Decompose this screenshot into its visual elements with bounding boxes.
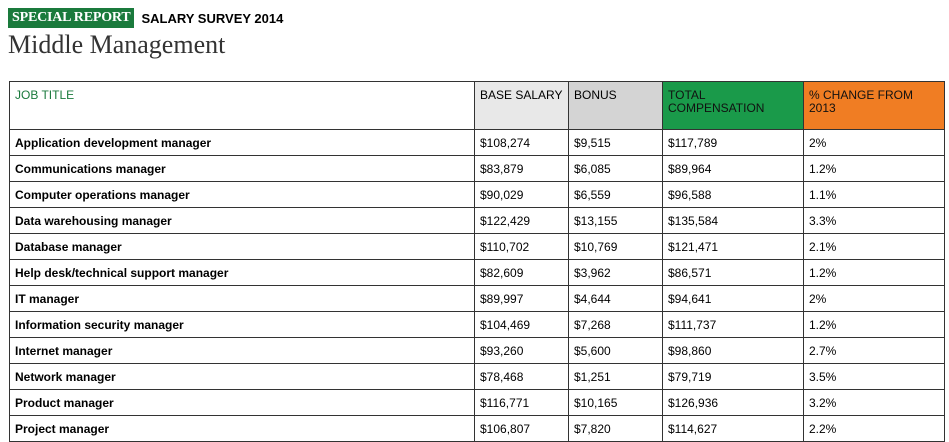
base-salary-cell: $82,609 xyxy=(475,260,569,286)
table-row xyxy=(10,338,945,364)
percent-change-cell: 2.7% xyxy=(804,338,945,364)
column-header-base-salary: BASE SALARY xyxy=(475,82,569,130)
table-header-row xyxy=(10,82,945,130)
percent-change-cell: 1.2% xyxy=(804,156,945,182)
total-compensation-cell: $94,641 xyxy=(663,286,804,312)
survey-label: SALARY SURVEY 2014 xyxy=(141,10,284,26)
total-compensation-cell: $89,964 xyxy=(663,156,804,182)
job-title-cell: Network manager xyxy=(10,364,475,390)
bonus-cell: $1,251 xyxy=(569,364,663,390)
salary-table xyxy=(9,81,945,442)
column-header-percent-change: % CHANGE FROM 2013 xyxy=(804,82,945,130)
job-title-cell: Help desk/technical support manager xyxy=(10,260,475,286)
table-row xyxy=(10,312,945,338)
percent-change-cell: 1.2% xyxy=(804,260,945,286)
total-compensation-cell: $79,719 xyxy=(663,364,804,390)
bonus-cell: $7,820 xyxy=(569,416,663,442)
percent-change-cell: 3.5% xyxy=(804,364,945,390)
bonus-cell: $7,268 xyxy=(569,312,663,338)
column-header-bonus: BONUS xyxy=(569,82,663,130)
bonus-cell: $13,155 xyxy=(569,208,663,234)
special-report-badge: SPECIAL REPORT xyxy=(8,8,134,28)
bonus-cell: $6,559 xyxy=(569,182,663,208)
job-title-cell: Information security manager xyxy=(10,312,475,338)
percent-change-cell: 3.3% xyxy=(804,208,945,234)
base-salary-cell: $83,879 xyxy=(475,156,569,182)
job-title-cell: IT manager xyxy=(10,286,475,312)
bonus-cell: $5,600 xyxy=(569,338,663,364)
total-compensation-cell: $111,737 xyxy=(663,312,804,338)
percent-change-cell: 2% xyxy=(804,130,945,156)
percent-change-cell: 3.2% xyxy=(804,390,945,416)
job-title-cell: Database manager xyxy=(10,234,475,260)
total-compensation-cell: $121,471 xyxy=(663,234,804,260)
page-title: Middle Management xyxy=(8,30,226,59)
base-salary-cell: $104,469 xyxy=(475,312,569,338)
table-body xyxy=(10,130,945,442)
total-compensation-cell: $114,627 xyxy=(663,416,804,442)
total-compensation-cell: $98,860 xyxy=(663,338,804,364)
table-row xyxy=(10,390,945,416)
table-row xyxy=(10,156,945,182)
percent-change-cell: 2% xyxy=(804,286,945,312)
bonus-cell: $6,085 xyxy=(569,156,663,182)
base-salary-cell: $116,771 xyxy=(475,390,569,416)
percent-change-cell: 2.2% xyxy=(804,416,945,442)
job-title-cell: Project manager xyxy=(10,416,475,442)
base-salary-cell: $89,997 xyxy=(475,286,569,312)
base-salary-cell: $108,274 xyxy=(475,130,569,156)
table-row xyxy=(10,208,945,234)
total-compensation-cell: $135,584 xyxy=(663,208,804,234)
table-row xyxy=(10,130,945,156)
job-title-cell: Internet manager xyxy=(10,338,475,364)
table-row xyxy=(10,416,945,442)
total-compensation-cell: $126,936 xyxy=(663,390,804,416)
percent-change-cell: 1.1% xyxy=(804,182,945,208)
bonus-cell: $10,165 xyxy=(569,390,663,416)
total-compensation-cell: $86,571 xyxy=(663,260,804,286)
report-header xyxy=(8,8,283,28)
percent-change-cell: 2.1% xyxy=(804,234,945,260)
total-compensation-cell: $96,588 xyxy=(663,182,804,208)
column-header-total-compensation: TOTAL COMPENSATION xyxy=(663,82,804,130)
table-row xyxy=(10,260,945,286)
base-salary-cell: $106,807 xyxy=(475,416,569,442)
table-row xyxy=(10,364,945,390)
base-salary-cell: $78,468 xyxy=(475,364,569,390)
percent-change-cell: 1.2% xyxy=(804,312,945,338)
bonus-cell: $10,769 xyxy=(569,234,663,260)
base-salary-cell: $90,029 xyxy=(475,182,569,208)
base-salary-cell: $110,702 xyxy=(475,234,569,260)
base-salary-cell: $93,260 xyxy=(475,338,569,364)
job-title-cell: Application development manager xyxy=(10,130,475,156)
job-title-cell: Product manager xyxy=(10,390,475,416)
table-row xyxy=(10,182,945,208)
bonus-cell: $3,962 xyxy=(569,260,663,286)
bonus-cell: $4,644 xyxy=(569,286,663,312)
total-compensation-cell: $117,789 xyxy=(663,130,804,156)
bonus-cell: $9,515 xyxy=(569,130,663,156)
job-title-cell: Communications manager xyxy=(10,156,475,182)
column-header-job-title: JOB TITLE xyxy=(10,82,475,130)
base-salary-cell: $122,429 xyxy=(475,208,569,234)
table-row xyxy=(10,234,945,260)
job-title-cell: Computer operations manager xyxy=(10,182,475,208)
job-title-cell: Data warehousing manager xyxy=(10,208,475,234)
table-row xyxy=(10,286,945,312)
